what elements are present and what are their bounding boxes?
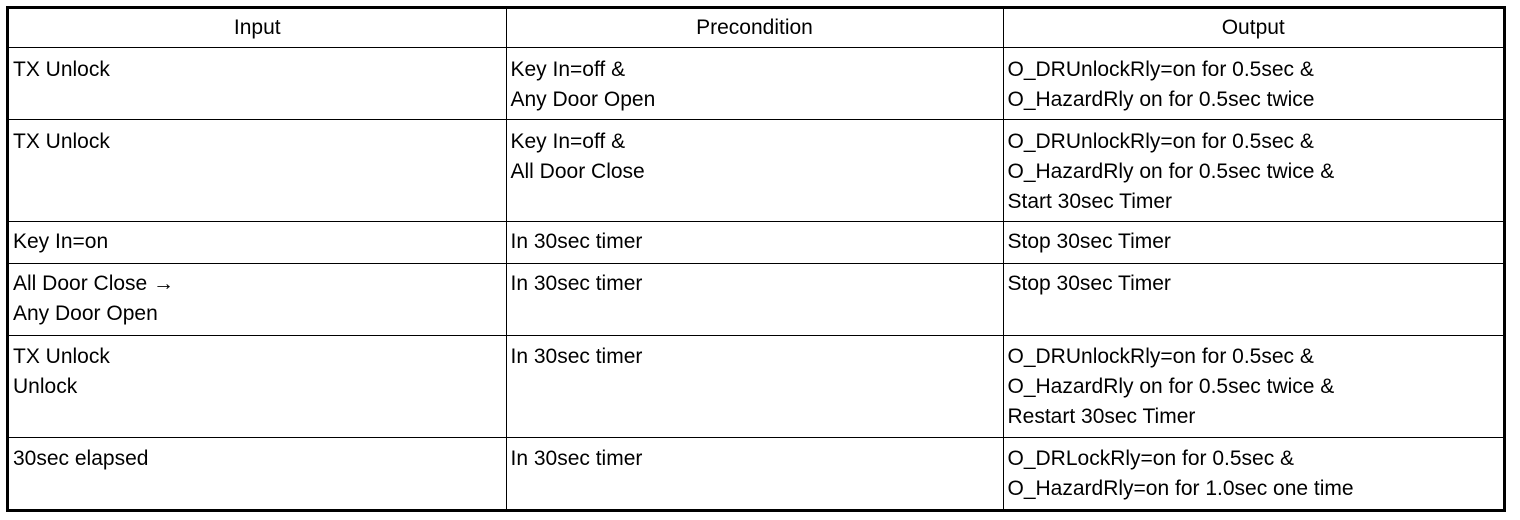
- cell-line: O_HazardRly on for 0.5sec twice &: [1007, 375, 1335, 398]
- input-cell: [9, 438, 506, 510]
- cell-line: Key In=off &: [510, 130, 626, 153]
- cell-line: In 30sec timer: [510, 272, 643, 295]
- input-cell: [9, 120, 506, 222]
- cell-line: O_DRUnlockRly=on for 0.5sec &: [1007, 130, 1314, 153]
- cell-line: All Door Close →: [13, 272, 175, 295]
- output-cell: [1003, 336, 1503, 438]
- precondition-cell: [506, 222, 1003, 264]
- input-cell: [9, 222, 506, 264]
- output-cell: [1003, 222, 1503, 264]
- table-row: [9, 264, 1503, 336]
- table-row: [9, 336, 1503, 438]
- output-cell: [1003, 438, 1503, 510]
- cell-line: Key In=off &: [510, 58, 626, 81]
- cell-line: TX Unlock: [13, 130, 110, 153]
- header-input: Input: [9, 9, 506, 48]
- cell-line: In 30sec timer: [510, 230, 643, 253]
- cell-line: O_DRUnlockRly=on for 0.5sec &: [1007, 345, 1314, 368]
- cell-line: Stop 30sec Timer: [1007, 230, 1171, 253]
- cell-line: Restart 30sec Timer: [1007, 405, 1196, 428]
- header-output: Output: [1003, 9, 1503, 48]
- cell-line: TX Unlock: [13, 58, 110, 81]
- precondition-cell: [506, 438, 1003, 510]
- cell-line: In 30sec timer: [510, 447, 643, 470]
- cell-line: O_DRUnlockRly=on for 0.5sec &: [1007, 58, 1314, 81]
- cell-line: Start 30sec Timer: [1007, 190, 1173, 213]
- cell-line: In 30sec timer: [510, 345, 643, 368]
- cell-line: Any Door Open: [510, 88, 656, 111]
- cell-line: Stop 30sec Timer: [1007, 272, 1171, 295]
- output-cell: [1003, 48, 1503, 120]
- output-cell: [1003, 120, 1503, 222]
- input-cell: [9, 336, 506, 438]
- table-row: [9, 48, 1503, 120]
- cell-line: Unlock: [13, 375, 78, 398]
- precondition-cell: [506, 336, 1003, 438]
- input-cell: [9, 264, 506, 336]
- spec-table: [9, 9, 1503, 510]
- input-cell: [9, 48, 506, 120]
- output-cell: [1003, 264, 1503, 336]
- cell-line: O_HazardRly on for 0.5sec twice &: [1007, 160, 1335, 183]
- cell-line: O_HazardRly=on for 1.0sec one time: [1007, 477, 1354, 500]
- table-row: [9, 222, 1503, 264]
- cell-line: All Door Close: [510, 160, 645, 183]
- table-row: [9, 438, 1503, 510]
- table-header-row: [9, 9, 1503, 48]
- precondition-cell: [506, 120, 1003, 222]
- cell-line: Any Door Open: [13, 302, 158, 325]
- precondition-cell: [506, 264, 1003, 336]
- cell-line: Key In=on: [13, 230, 109, 253]
- header-precondition: Precondition: [506, 9, 1003, 48]
- cell-line: O_HazardRly on for 0.5sec twice: [1007, 88, 1315, 111]
- cell-line: O_DRLockRly=on for 0.5sec &: [1007, 447, 1295, 470]
- table-row: [9, 120, 1503, 222]
- precondition-cell: [506, 48, 1003, 120]
- cell-line: 30sec elapsed: [13, 447, 149, 470]
- cell-line: TX Unlock: [13, 345, 110, 368]
- spec-table-frame: [6, 6, 1506, 512]
